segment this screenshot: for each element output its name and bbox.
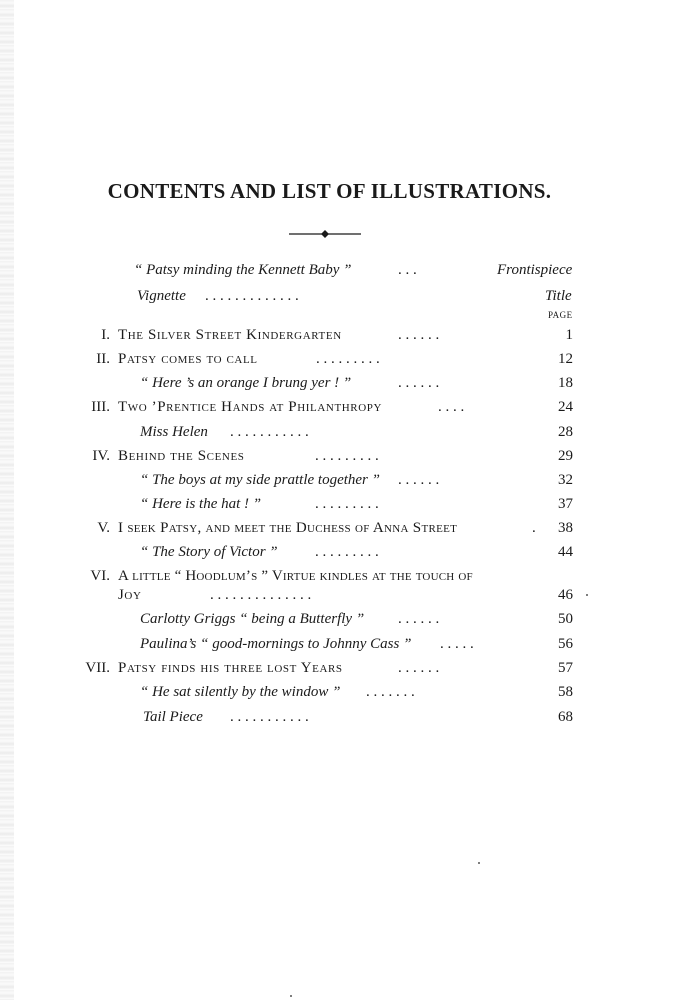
chapter-title: The Silver Street Kindergarten [118, 327, 342, 343]
leader-dots: . . . . . . . . . [315, 448, 379, 464]
page-title: CONTENTS AND LIST OF ILLUSTRATIONS. [107, 179, 552, 203]
page-number: 12 [558, 351, 573, 367]
chapter-row [0, 660, 695, 682]
chapter-title: Patsy comes to call [118, 351, 258, 367]
paper-speck [586, 594, 588, 596]
illustration-caption: “ Here ’s an orange I brung yer ! ” [140, 375, 352, 391]
illustration-caption: “ The boys at my side prattle together ” [140, 472, 380, 488]
illustration-row [0, 472, 695, 494]
illustration-caption [140, 611, 364, 628]
chapter-title: A little “ Hoodlum’s ” Virtue kindles at the touch of [118, 568, 473, 584]
frontispiece-label: Frontispiece [497, 262, 573, 278]
leader-dots: . . . . . . . . . [316, 351, 380, 367]
leader-dots: . [532, 520, 536, 536]
page-number: 57 [558, 660, 573, 676]
chapter-row [0, 399, 695, 421]
leader-dots: . . . . . . . [366, 684, 415, 700]
paper-speck [290, 995, 292, 997]
page-number: 44 [558, 544, 573, 560]
page-number: 56 [558, 636, 573, 652]
illustration-row [0, 636, 695, 658]
chapter-title: Two ’Prentice Hands at Philanthropy [118, 399, 383, 415]
illustration-row [0, 496, 695, 518]
frontispiece-caption: “ Patsy minding the Kennett Baby ” [134, 262, 352, 278]
chapter-number: III. [91, 399, 110, 415]
page-number: 38 [558, 520, 573, 536]
rule-with-diamond-icon [289, 229, 361, 239]
leader-dots: . . . . . [440, 636, 474, 652]
illustration-row [0, 684, 695, 706]
leader-dots: . . . . . . . . . [315, 544, 379, 560]
leader-dots: . . . . . . [398, 327, 440, 343]
paper-speck [478, 862, 480, 864]
page-number: 18 [558, 375, 573, 391]
illustration-row [0, 709, 695, 731]
page-number: 32 [558, 472, 573, 488]
illustration-row [0, 611, 695, 633]
page-number: 1 [565, 327, 573, 343]
leader-dots: . . . . . . . . . . . . . . [210, 587, 312, 603]
page-number: 68 [558, 709, 573, 725]
illustration-caption: “ Here is the hat ! ” [140, 496, 262, 512]
page-number: 24 [558, 399, 573, 415]
illustration-row [0, 424, 695, 446]
chapter-title: Patsy finds his three lost Years [118, 660, 343, 676]
leader-dots: . . . . . . [398, 472, 440, 488]
caption-quote: “ being a Butterfly ” [235, 611, 365, 627]
leader-dots: . . . . [438, 399, 465, 415]
caption-quote: “ good-mornings to Johnny Cass ” [196, 636, 412, 652]
chapter-title: Joy [118, 587, 142, 603]
chapter-number: II. [96, 351, 110, 367]
illustration-caption [140, 636, 411, 653]
illustration-caption: “ The Story of Victor ” [140, 544, 278, 560]
chapter-title: I seek Patsy, and meet the Duchess of Anna Street [118, 520, 458, 536]
illustration-caption: “ He sat silently by the window ” [140, 684, 341, 700]
vignette-caption: Vignette [137, 288, 186, 304]
illustration-caption: Tail Piece [143, 709, 203, 725]
chapter-row-continued [0, 587, 695, 609]
leader-dots: . . . . . . . . . . . [230, 424, 309, 440]
chapter-number: VI. [90, 568, 110, 584]
page-column-label: PAGE [548, 310, 573, 320]
page-number: 58 [558, 684, 573, 700]
page-number: 28 [558, 424, 573, 440]
vignette-label: Title [545, 288, 572, 304]
leader-dots: . . . . . . [398, 660, 440, 676]
chapter-row [0, 327, 695, 349]
chapter-number: IV. [92, 448, 110, 464]
chapter-row [0, 351, 695, 373]
frontispiece-row [0, 262, 695, 284]
illustration-caption: Miss Helen [140, 424, 208, 440]
leader-dots: . . . . . . . . . . . [230, 709, 309, 725]
leader-dots: . . . . . . . . . . . . . [205, 288, 299, 304]
caption-name: Carlotty Griggs [140, 611, 236, 627]
leader-dots: . . . . . . [398, 375, 440, 391]
caption-name: Paulina’s [140, 636, 197, 652]
illustration-row [0, 375, 695, 397]
chapter-title: Behind the Scenes [118, 448, 245, 464]
leader-dots: . . . . . . [398, 611, 440, 627]
chapter-number: I. [101, 327, 110, 343]
illustration-row [0, 544, 695, 566]
page-number: 37 [558, 496, 573, 512]
page-number: 50 [558, 611, 573, 627]
leader-dots: . . . [398, 262, 417, 278]
leader-dots: . . . . . . . . . [315, 496, 379, 512]
chapter-row [0, 448, 695, 470]
page-number: 29 [558, 448, 573, 464]
page-number: 46 [558, 587, 573, 603]
vignette-row [0, 288, 695, 310]
chapter-number: VII. [85, 660, 110, 676]
chapter-row [0, 520, 695, 542]
chapter-number: V. [97, 520, 110, 536]
